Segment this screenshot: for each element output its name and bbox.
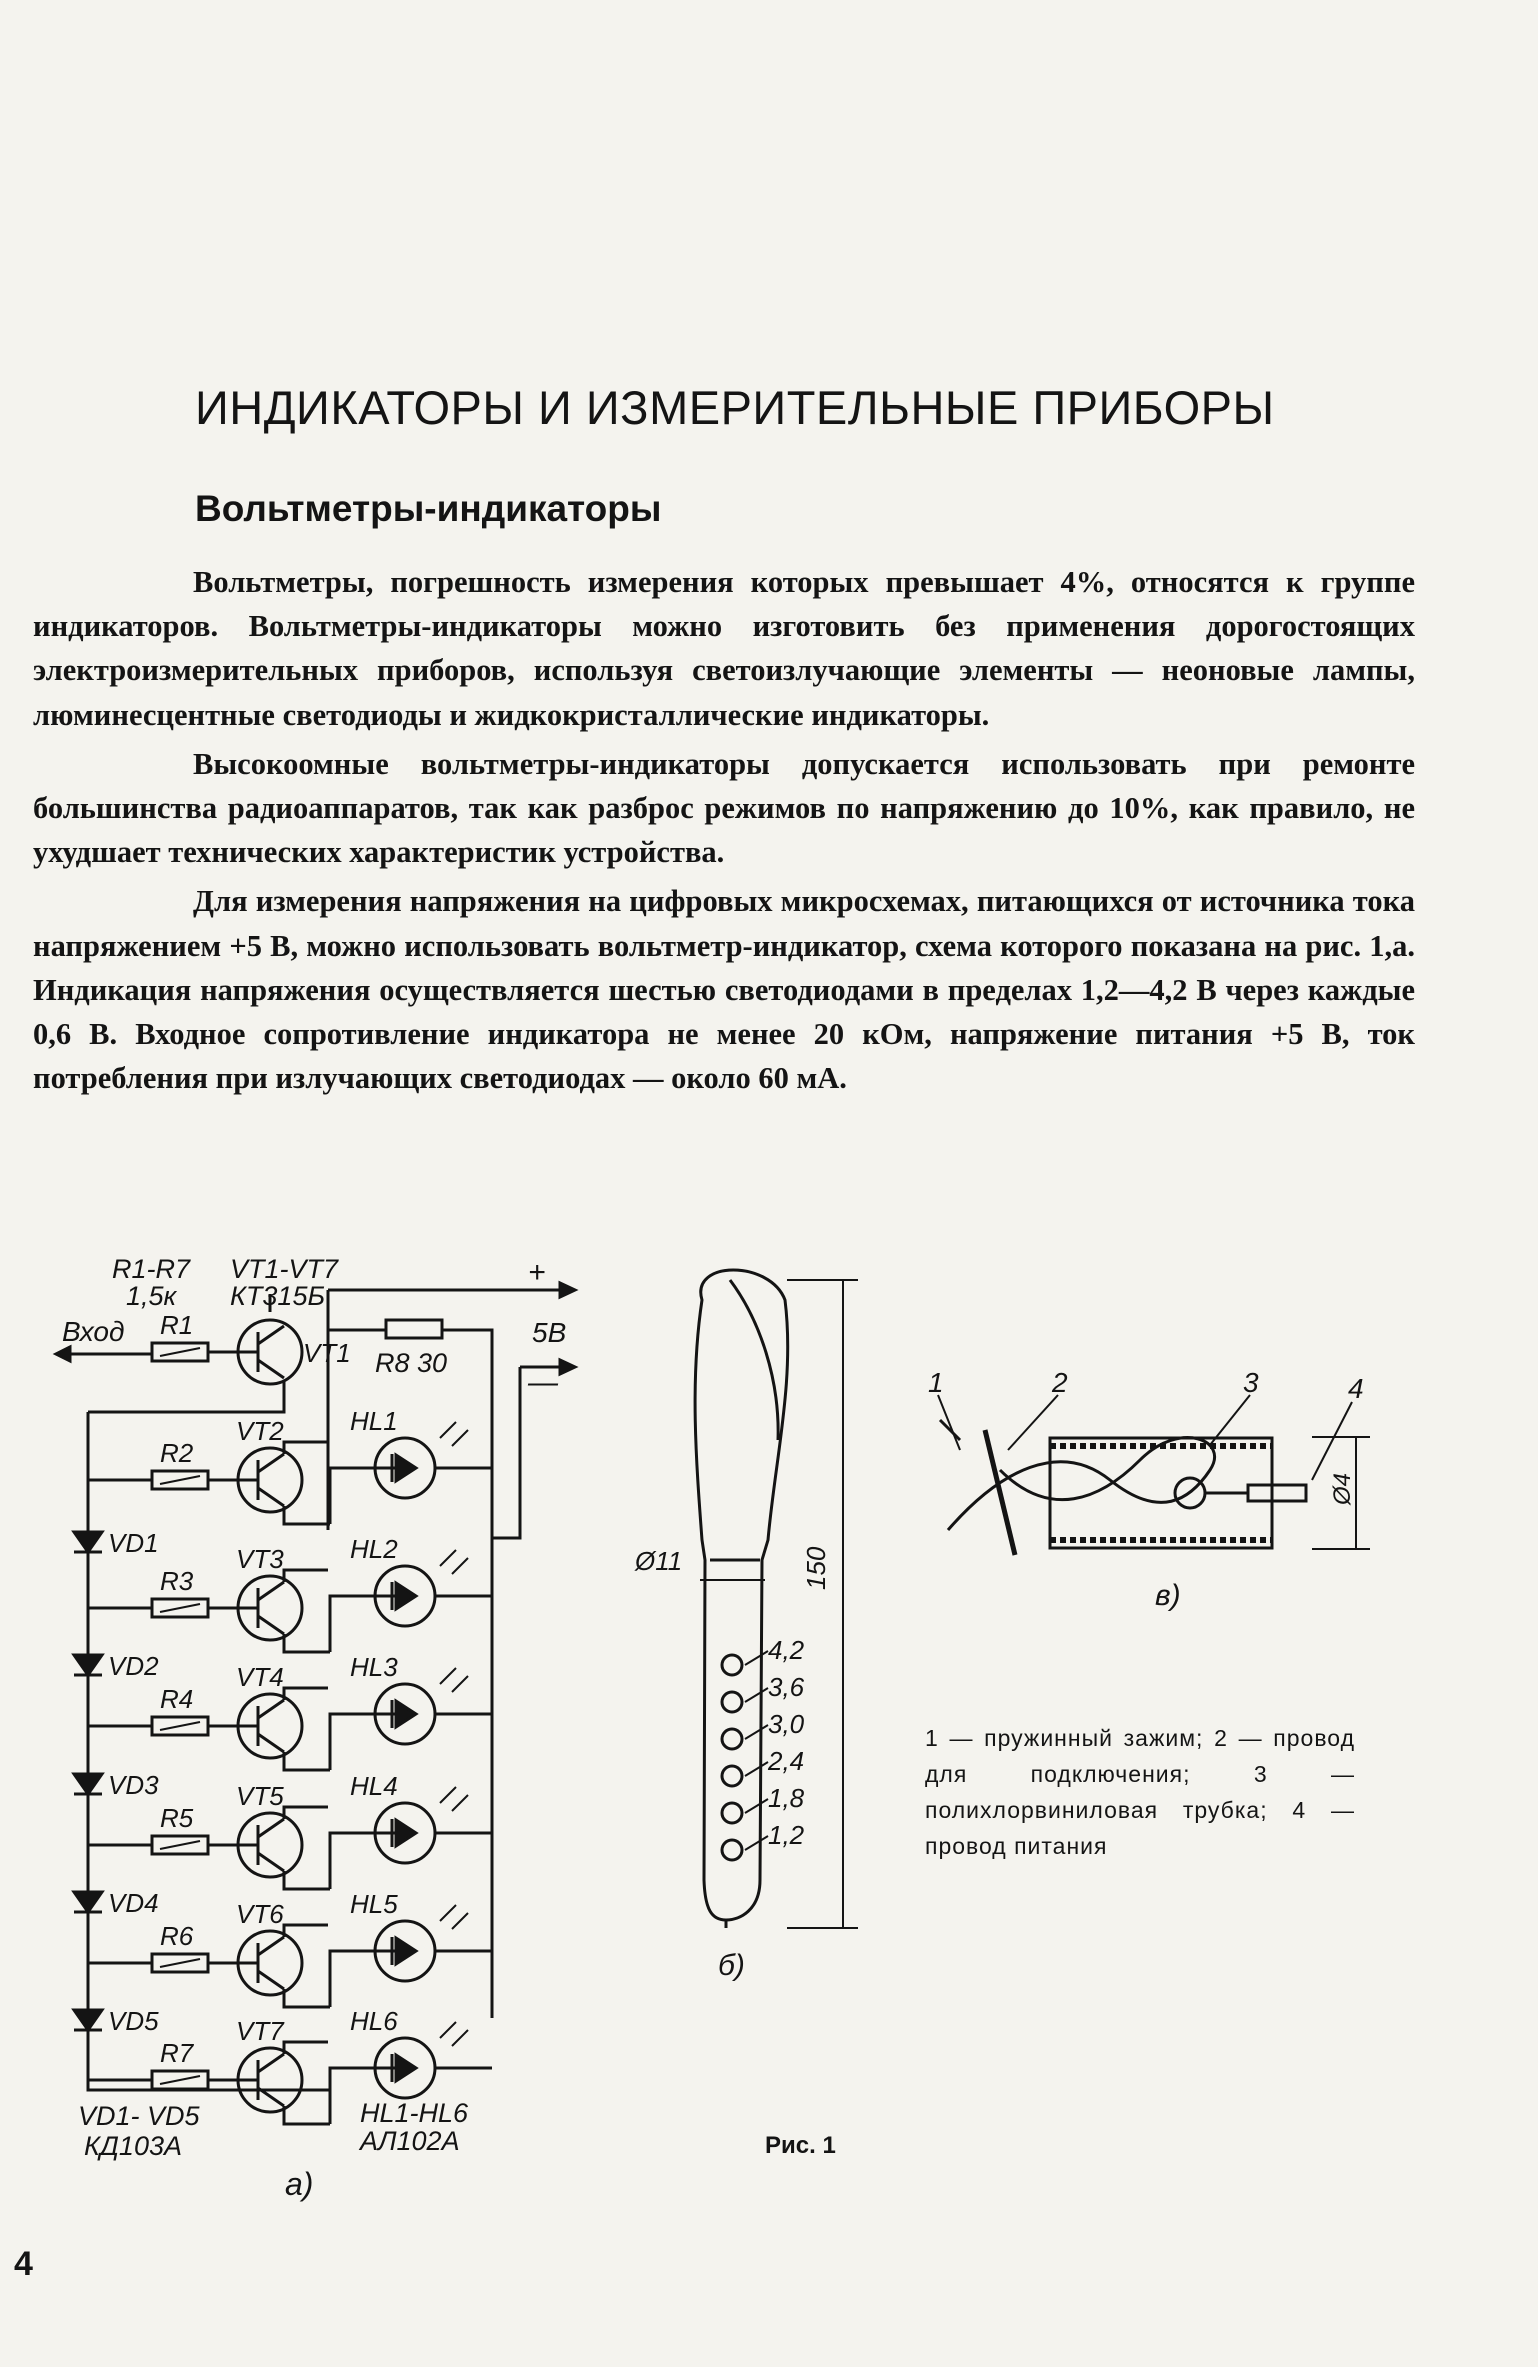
left-chain xyxy=(88,1412,330,2090)
callout-1: 1 xyxy=(928,1367,944,1398)
resistor-label-1: R1 xyxy=(160,1310,194,1340)
diode-label-3: VD3 xyxy=(108,1770,159,1800)
led-rays xyxy=(440,1668,468,1692)
collector-lead xyxy=(284,1807,328,1819)
transistor-label-6: VT6 xyxy=(236,1899,284,1929)
probe-led-hole xyxy=(722,1766,742,1786)
probe-leader xyxy=(745,1725,768,1739)
emitter-lead xyxy=(284,2106,330,2124)
collector-lead xyxy=(284,1688,328,1700)
emitter-lead xyxy=(284,1989,330,2007)
led-rays xyxy=(440,2022,468,2046)
transistor-symbol xyxy=(245,1454,284,1506)
transistor-label-5: VT5 xyxy=(236,1781,284,1811)
diode-label-5: VD5 xyxy=(108,2006,159,2036)
plus-label: + xyxy=(528,1256,546,1289)
transistor-symbol xyxy=(245,1700,284,1752)
probe-leader xyxy=(745,1762,768,1776)
led-anode-lead xyxy=(330,1833,375,1889)
probe-diameter-label: Ø11 xyxy=(635,1546,683,1576)
transistor-label-1: VT1 xyxy=(303,1338,351,1368)
led-symbol xyxy=(375,1582,416,1610)
led-anode-lead xyxy=(330,1951,375,2007)
diode-label-4: VD4 xyxy=(108,1888,159,1918)
vt-type-label: КТ315Б xyxy=(230,1281,326,1311)
led-anode-lead xyxy=(330,1714,375,1770)
minus-arrowhead xyxy=(560,1360,575,1374)
probe-scale-label-5: 1,8 xyxy=(768,1783,805,1813)
probe-scale-label-3: 3,0 xyxy=(768,1709,805,1739)
page-number: 4 xyxy=(14,2245,33,2283)
schematic xyxy=(56,1254,575,2124)
resistor-label-4: R4 xyxy=(160,1684,194,1714)
probe-scale-label-6: 1,2 xyxy=(768,1820,805,1850)
paragraph-1: Вольтметры, погрешность измерения которых превышает 4%, относятся к группе индикаторов. Вольтметры-индикаторы можно изготовить без применения дорогостоящих электроизмерительных приборов, используя светоизлучающие элементы — неоновые лампы, люминесцентные светодиоды и жидкокристаллические индикаторы. xyxy=(33,565,1415,732)
res-group-label: R1-R7 xyxy=(112,1254,191,1284)
vd-group-label: VD1- VD5 xyxy=(78,2101,200,2131)
diode-label-2: VD2 xyxy=(108,1651,159,1681)
led-rays xyxy=(440,1550,468,1574)
led-anode-lead xyxy=(330,1468,375,1524)
connection-wire xyxy=(985,1430,1015,1555)
transistor-symbol xyxy=(245,1819,284,1871)
diode-4 xyxy=(74,1892,102,1912)
transistor-label-2: VT2 xyxy=(236,1416,284,1446)
probe-led-hole xyxy=(722,1803,742,1823)
led-rays xyxy=(440,1422,468,1446)
led-label-6: HL6 xyxy=(350,2006,398,2036)
diode-label-1: VD1 xyxy=(108,1528,159,1558)
resistor-label-5: R5 xyxy=(160,1803,194,1833)
figure-legend: 1 — пружинный зажим; 2 — провод для подключения; 3 — полихлорвиниловая трубка; 4 — провод питания xyxy=(925,1725,1355,1859)
probe-led-hole xyxy=(722,1729,742,1749)
callout-3: 3 xyxy=(1243,1367,1259,1398)
led-symbol xyxy=(375,1700,416,1728)
hl-type-label: АЛ102А xyxy=(360,2126,460,2156)
collector-lead xyxy=(284,1442,328,1454)
collector-lead xyxy=(284,1925,328,1937)
r8-label: R8 30 xyxy=(375,1348,448,1378)
supply-label: 5В xyxy=(532,1317,567,1348)
led-label-3: HL3 xyxy=(350,1652,398,1682)
diode-1 xyxy=(74,1532,102,1552)
probe-led-hole xyxy=(722,1840,742,1860)
resistor-label-2: R2 xyxy=(160,1438,194,1468)
probe-pocket-clip xyxy=(730,1280,778,1440)
vd-type-label: КД103А xyxy=(84,2131,182,2161)
transistor-symbol xyxy=(245,1326,284,1378)
vt-group-label: VT1-VT7 xyxy=(230,1254,339,1284)
probe-drawing xyxy=(634,1270,858,1982)
resistor-label-6: R6 xyxy=(160,1921,194,1951)
diode-5 xyxy=(74,2010,102,2030)
led-rays xyxy=(440,1905,468,1929)
probe-leader xyxy=(745,1688,768,1702)
emitter-lead xyxy=(284,1752,330,1770)
figure-caption: Рис. 1 xyxy=(765,2132,836,2159)
probe-leader xyxy=(745,1799,768,1813)
led-label-5: HL5 xyxy=(350,1889,398,1919)
led-anode-lead xyxy=(330,1596,375,1652)
callout-2: 2 xyxy=(1052,1367,1068,1398)
power-wire xyxy=(1248,1485,1306,1501)
body-text xyxy=(33,560,1415,1100)
clamp-diameter-label: Ø4 xyxy=(1329,1472,1356,1505)
paragraph-2: Высокоомные вольтметры-индикаторы допускается использовать при ремонте большинства радиоаппаратов, так как разброс режимов по напряжению до 10%, как правило, не ухудшает технических характеристик устройства. xyxy=(33,746,1415,870)
plus-arrowhead xyxy=(560,1283,575,1297)
hl-group-label: HL1-HL6 xyxy=(360,2098,469,2128)
callout-line-4 xyxy=(1312,1402,1352,1480)
clamp-drawing xyxy=(928,1367,1370,1612)
resistor-label-7: R7 xyxy=(160,2038,194,2068)
r8-resistor xyxy=(386,1320,442,1338)
collector-lead xyxy=(284,2042,328,2054)
transistor-label-4: VT4 xyxy=(236,1662,284,1692)
emitter-lead xyxy=(284,1506,330,1524)
probe-leader xyxy=(745,1651,768,1665)
callout-4: 4 xyxy=(1348,1373,1364,1404)
probe-scale-label-2: 3,6 xyxy=(768,1672,805,1702)
minus-label: — xyxy=(528,1366,558,1399)
probe-scale-label-4: 2,4 xyxy=(768,1746,805,1776)
chapter-title: ИНДИКАТОРЫ И ИЗМЕРИТЕЛЬНЫЕ ПРИБОРЫ xyxy=(195,381,1275,434)
schematic-sub-label: а) xyxy=(285,2166,314,2202)
transistor-symbol xyxy=(245,1937,284,1989)
led-symbol xyxy=(375,1454,416,1482)
transistor-label-3: VT3 xyxy=(236,1544,284,1574)
led-symbol xyxy=(375,2054,416,2082)
resistor-label-3: R3 xyxy=(160,1566,194,1596)
input-label: Вход xyxy=(62,1316,125,1347)
input-arrowhead xyxy=(56,1347,70,1361)
diode-3 xyxy=(74,1774,102,1794)
res-value-label: 1,5к xyxy=(126,1281,177,1311)
probe-leader xyxy=(745,1836,768,1850)
led-symbol xyxy=(375,1937,416,1965)
probe-sub-label: б) xyxy=(718,1949,745,1982)
probe-led-hole xyxy=(722,1692,742,1712)
probe-length-label: 150 xyxy=(801,1546,831,1590)
transistor-symbol xyxy=(245,2054,284,2106)
transistor-symbol xyxy=(245,1582,284,1634)
minus-bus xyxy=(492,1367,520,1538)
probe-scale-label-1: 4,2 xyxy=(768,1635,805,1665)
emitter-lead xyxy=(284,1634,330,1652)
led-rays xyxy=(440,1787,468,1811)
vt1-emitter-line xyxy=(88,1380,284,1412)
section-title: Вольтметры-индикаторы xyxy=(195,488,662,529)
led-label-4: HL4 xyxy=(350,1771,398,1801)
collector-lead xyxy=(284,1570,328,1582)
led-label-1: HL1 xyxy=(350,1406,398,1436)
led-label-2: HL2 xyxy=(350,1534,398,1564)
probe-led-hole xyxy=(722,1655,742,1675)
clamp-sub-label: в) xyxy=(1155,1579,1181,1612)
diode-2 xyxy=(74,1655,102,1675)
paragraph-3: Для измерения напряжения на цифровых микросхемах, питающихся от источника тока напряжением +5 В, можно использовать вольтметр-индикатор, схема которого показана на рис. 1,а. Индикация напряжения осуществляется шестью светодиодами в пределах 1,2—4,2 В через каждые 0,6 В. Входное сопротивление индикатора не менее 20 кОм, напряжение питания +5 В, ток потребления при излучающих светодиодах — около 60 мА. xyxy=(33,884,1415,1096)
emitter-lead xyxy=(284,1871,330,1889)
transistor-label-7: VT7 xyxy=(236,2016,284,2046)
led-symbol xyxy=(375,1819,416,1847)
